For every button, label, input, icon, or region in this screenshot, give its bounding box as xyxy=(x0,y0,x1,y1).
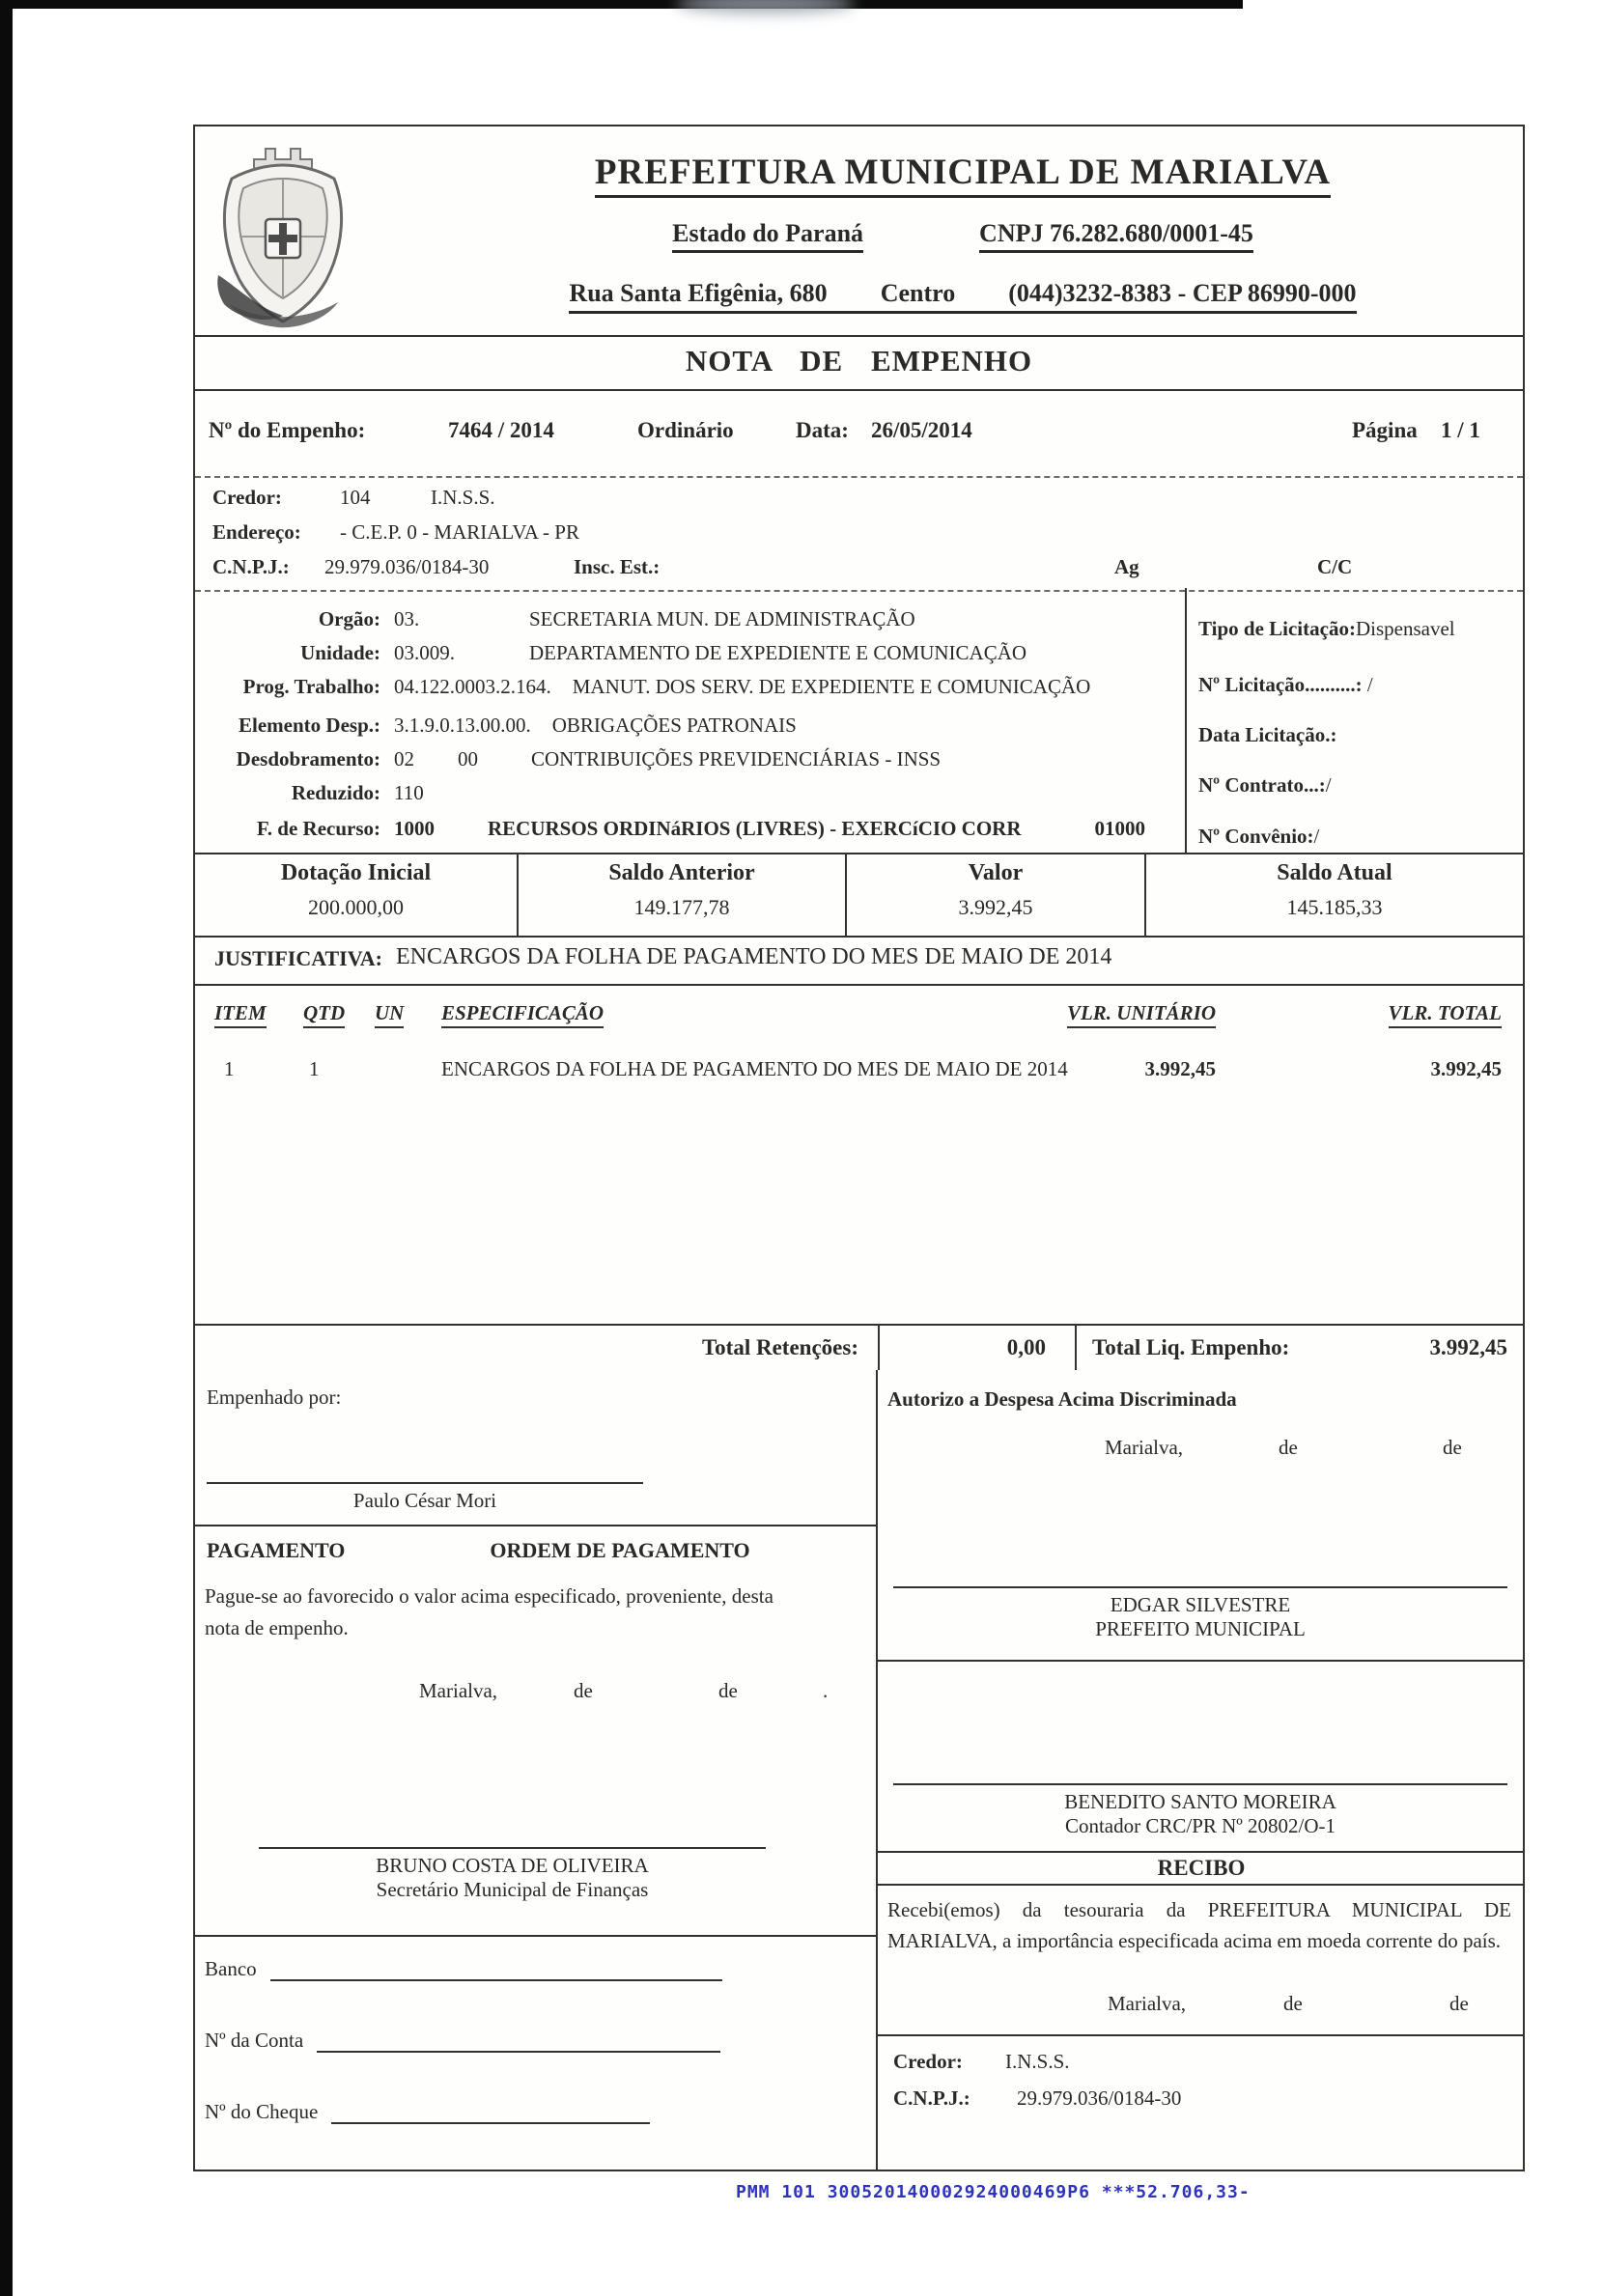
scan-edge-left xyxy=(0,0,13,2296)
row-unidade xyxy=(195,641,1172,665)
items-header-vlr-total: VLR. TOTAL xyxy=(1389,1001,1502,1028)
secretario-signature xyxy=(259,1847,766,1902)
recibo-de1: de xyxy=(1283,1992,1303,2015)
pagamento-title: PAGAMENTO xyxy=(207,1538,346,1562)
total-retencoes-value: 0,00 xyxy=(880,1326,1077,1370)
cheque-label: Nº do Cheque xyxy=(205,2100,319,2123)
convenio xyxy=(1198,825,1319,849)
account-label: C/C xyxy=(1317,555,1353,578)
contador-name: BENEDITO SANTO MOREIRA xyxy=(1064,1790,1336,1813)
cnpj-label: CNPJ 76.282.680/0001-45 xyxy=(979,219,1253,253)
dot-matrix-footer-code: PMM 101 300520140002924000469P6 ***52.706,33- xyxy=(736,2182,1251,2202)
empenhado-signature xyxy=(207,1482,643,1513)
creditor-name: I.N.S.S. xyxy=(431,486,495,509)
convenio-label: Nº Convênio: xyxy=(1198,825,1314,848)
recibo-title: RECIBO xyxy=(878,1851,1525,1886)
state-cnpj-line xyxy=(412,219,1513,253)
saldo-anterior-col xyxy=(519,853,847,936)
pagamento-de1: de xyxy=(574,1679,593,1702)
row-elemento-desp xyxy=(195,714,1172,738)
licitacao-tipo xyxy=(1198,617,1455,641)
prefeito-signature xyxy=(893,1586,1507,1641)
row-desdobramento xyxy=(195,747,1172,771)
prog-trabalho-desc: MANUT. DOS SERV. DE EXPEDIENTE E COMUNICAÇÃO xyxy=(572,675,1091,698)
total-retencoes-label: Total Retenções: xyxy=(195,1326,880,1370)
pagamento-city: Marialva, xyxy=(419,1679,498,1702)
row-reduzido xyxy=(195,781,1172,805)
items-header-especificacao: ESPECIFICAÇÃO xyxy=(441,1001,604,1028)
coat-of-arms-logo xyxy=(211,136,355,329)
desdobramento-label: Desdobramento: xyxy=(236,747,380,770)
fonte-recurso-extra: 01000 xyxy=(1094,817,1145,840)
secretario-name: BRUNO COSTA DE OLIVEIRA xyxy=(376,1854,649,1877)
item-number: 1 xyxy=(224,1057,235,1080)
orgao-desc: SECRETARIA MUN. DE ADMINISTRAÇÃO xyxy=(529,607,915,630)
empenho-type: Ordinário xyxy=(637,418,734,442)
item-vlr-total: 3.992,45 xyxy=(1430,1057,1502,1080)
agency-label: Ag xyxy=(1114,555,1139,578)
divider xyxy=(878,2034,1523,2036)
fonte-recurso-label: F. de Recurso: xyxy=(256,817,380,840)
creditor-address: - C.E.P. 0 - MARIALVA - PR xyxy=(340,520,579,544)
recibo-credor-value: I.N.S.S. xyxy=(1005,2050,1070,2073)
date-label: Data: xyxy=(796,418,849,442)
fonte-recurso-code: 1000 xyxy=(394,817,435,840)
fonte-recurso-desc: RECURSOS ORDINáRIOS (LIVRES) - EXERCíCIO CORR xyxy=(488,817,1022,840)
item-vlr-unitario: 3.992,45 xyxy=(1144,1057,1216,1080)
contrato xyxy=(1198,773,1332,798)
saldo-atual-col xyxy=(1146,853,1523,936)
row-prog-trabalho xyxy=(195,675,1172,699)
creditor-label: Credor: xyxy=(212,486,282,509)
prog-trabalho-label: Prog. Trabalho: xyxy=(242,675,380,698)
row-fonte-recurso xyxy=(195,817,1172,841)
items-header-item: ITEM xyxy=(214,1001,267,1028)
convenio-value: / xyxy=(1313,825,1320,848)
recibo-text: Recebi(emos) da tesouraria da PREFEITURA MUNICIPAL DE MARIALVA, a importância especificada acima em moeda corrente do país. xyxy=(887,1898,1511,1952)
licitacao-data-label: Data Licitação.: xyxy=(1198,723,1337,746)
saldo-anterior-label: Saldo Anterior xyxy=(608,860,755,885)
autorizo-de2: de xyxy=(1443,1436,1462,1459)
totals-row xyxy=(195,1324,1523,1370)
elemento-desp-code: 3.1.9.0.13.00.00. xyxy=(394,714,531,737)
empenho-number-label: Nº do Empenho: xyxy=(209,418,366,442)
cheque-blank-line xyxy=(331,2101,650,2124)
creditor-block xyxy=(195,476,1523,592)
elemento-desp-desc: OBRIGAÇÕES PATRONAIS xyxy=(551,714,797,737)
nota-empenho-form xyxy=(193,125,1525,2171)
reduzido-code: 110 xyxy=(394,781,424,804)
saldo-atual-label: Saldo Atual xyxy=(1277,860,1392,885)
contador-role: Contador CRC/PR Nº 20802/O-1 xyxy=(1064,1814,1336,1837)
street-address: Rua Santa Efigênia, 680 xyxy=(569,279,828,307)
district: Centro xyxy=(880,279,956,307)
dotacao-inicial-value: 200.000,00 xyxy=(308,895,404,919)
total-liquido-value: 3.992,45 xyxy=(1429,1335,1507,1359)
right-signature-column xyxy=(876,1370,1523,2170)
justification-row xyxy=(195,936,1523,986)
address-label: Endereço: xyxy=(212,520,301,544)
recibo-credor-label: Credor: xyxy=(893,2050,963,2073)
prog-trabalho-code: 04.122.0003.2.164. xyxy=(394,675,551,698)
licitacao-tipo-value: Dispensavel xyxy=(1355,617,1455,640)
items-header-vlr-unitario: VLR. UNITÁRIO xyxy=(1067,1001,1216,1028)
balances-table xyxy=(195,853,1523,938)
cheque-row xyxy=(205,2100,650,2124)
left-signature-column xyxy=(195,1370,876,2170)
reduzido-label: Reduzido: xyxy=(291,781,380,804)
conta-row xyxy=(205,2029,720,2053)
unidade-code: 03.009. xyxy=(394,641,455,664)
ordem-pagamento-title: ORDEM DE PAGAMENTO xyxy=(490,1538,750,1562)
pague-se-text: Pague-se ao favorecido o valor acima especificado, proveniente, desta nota de empenho. xyxy=(205,1584,773,1639)
document-title: NOTA DE EMPENHO xyxy=(195,335,1523,391)
signatures-area xyxy=(195,1370,1523,2170)
divider xyxy=(195,1525,876,1526)
item-qtd: 1 xyxy=(309,1057,320,1080)
scan-smudge xyxy=(676,0,855,14)
total-liquido-cell xyxy=(1077,1326,1523,1370)
conta-label: Nº da Conta xyxy=(205,2029,304,2052)
creditor-cnpj: 29.979.036/0184-30 xyxy=(324,555,490,578)
licitacao-numero-label: Nº Licitação..........: xyxy=(1198,673,1363,696)
banco-row xyxy=(205,1957,722,1981)
unidade-desc: DEPARTAMENTO DE EXPEDIENTE E COMUNICAÇÃO xyxy=(529,641,1027,664)
licitacao-numero xyxy=(1198,673,1373,697)
dotacao-inicial-label: Dotação Inicial xyxy=(280,860,432,885)
state-label: Estado do Paraná xyxy=(672,219,863,253)
autorizo-city: Marialva, xyxy=(1105,1436,1184,1459)
recibo-city: Marialva, xyxy=(1108,1992,1187,2015)
elemento-desp-label: Elemento Desp.: xyxy=(239,714,380,737)
items-header-un: UN xyxy=(375,1001,404,1028)
saldo-atual-value: 145.185,33 xyxy=(1286,895,1383,919)
licitacao-numero-value: / xyxy=(1362,673,1373,696)
valor-col xyxy=(847,853,1146,936)
budget-classification-block xyxy=(195,588,1523,854)
scan-edge-top xyxy=(0,0,1243,9)
empenho-number: 7464 / 2014 xyxy=(448,418,554,442)
empenho-row xyxy=(195,391,1523,476)
saldo-anterior-value: 149.177,78 xyxy=(633,895,730,919)
creditor-code: 104 xyxy=(340,486,371,509)
empenhado-name: Paulo César Mori xyxy=(352,1489,497,1512)
items-header-qtd: QTD xyxy=(303,1001,345,1028)
divider xyxy=(878,1660,1523,1662)
form-header xyxy=(195,126,1523,337)
date-value: 26/05/2014 xyxy=(871,418,972,442)
recibo-de2: de xyxy=(1449,1992,1469,2015)
orgao-label: Orgão: xyxy=(318,607,380,630)
desdobramento-code: 02 xyxy=(394,747,414,770)
page-value: 1 / 1 xyxy=(1441,418,1480,442)
address-line xyxy=(412,279,1513,314)
contador-signature xyxy=(893,1783,1507,1838)
phone-cep: (044)3232-8383 - CEP 86990-000 xyxy=(1008,279,1357,307)
municipality-title-text: PREFEITURA MUNICIPAL DE MARIALVA xyxy=(595,153,1331,198)
dotacao-inicial-col xyxy=(195,853,519,936)
items-table xyxy=(195,984,1523,1324)
pagamento-de2: de xyxy=(718,1679,738,1702)
row-orgao xyxy=(195,607,1172,631)
state-registration-label: Insc. Est.: xyxy=(574,555,661,578)
creditor-cnpj-label: C.N.P.J.: xyxy=(212,555,290,578)
prefeito-name: EDGAR SILVESTRE xyxy=(1110,1593,1291,1616)
recibo-cnpj-label: C.N.P.J.: xyxy=(893,2086,970,2110)
page-label: Página xyxy=(1352,418,1418,442)
licitacao-panel xyxy=(1185,588,1523,853)
justification-text: ENCARGOS DA FOLHA DE PAGAMENTO DO MES DE MAIO DE 2014 xyxy=(396,944,1112,969)
orgao-code: 03. xyxy=(394,607,420,630)
valor-label: Valor xyxy=(968,860,1024,885)
licitacao-data xyxy=(1198,723,1336,747)
autorizo-de1: de xyxy=(1279,1436,1298,1459)
conta-blank-line xyxy=(317,2030,720,2053)
contrato-label: Nº Contrato...: xyxy=(1198,773,1326,797)
total-liquido-label: Total Liq. Empenho: xyxy=(1092,1335,1290,1359)
licitacao-tipo-label: Tipo de Licitação: xyxy=(1198,617,1356,640)
justification-label: JUSTIFICATIVA: xyxy=(214,946,383,970)
recibo-cnpj-value: 29.979.036/0184-30 xyxy=(1017,2086,1182,2110)
valor-value: 3.992,45 xyxy=(958,895,1033,919)
secretario-role: Secretário Municipal de Finanças xyxy=(376,1878,649,1901)
banco-blank-line xyxy=(270,1958,722,1981)
autorizo-text: Autorizo a Despesa Acima Discriminada xyxy=(887,1387,1237,1411)
desdobramento-code2: 00 xyxy=(458,747,478,770)
desdobramento-desc: CONTRIBUIÇÕES PREVIDENCIÁRIAS - INSS xyxy=(531,747,942,770)
item-especificacao: ENCARGOS DA FOLHA DE PAGAMENTO DO MES DE MAIO DE 2014 xyxy=(441,1057,1068,1080)
empenhado-por-label: Empenhado por: xyxy=(207,1386,342,1409)
prefeito-role: PREFEITO MUNICIPAL xyxy=(1095,1617,1306,1640)
contrato-value: / xyxy=(1325,773,1332,797)
municipality-title xyxy=(412,152,1513,193)
banco-label: Banco xyxy=(205,1957,257,1980)
pagamento-dot: . xyxy=(823,1679,829,1702)
unidade-label: Unidade: xyxy=(300,641,380,664)
divider xyxy=(195,1935,876,1937)
